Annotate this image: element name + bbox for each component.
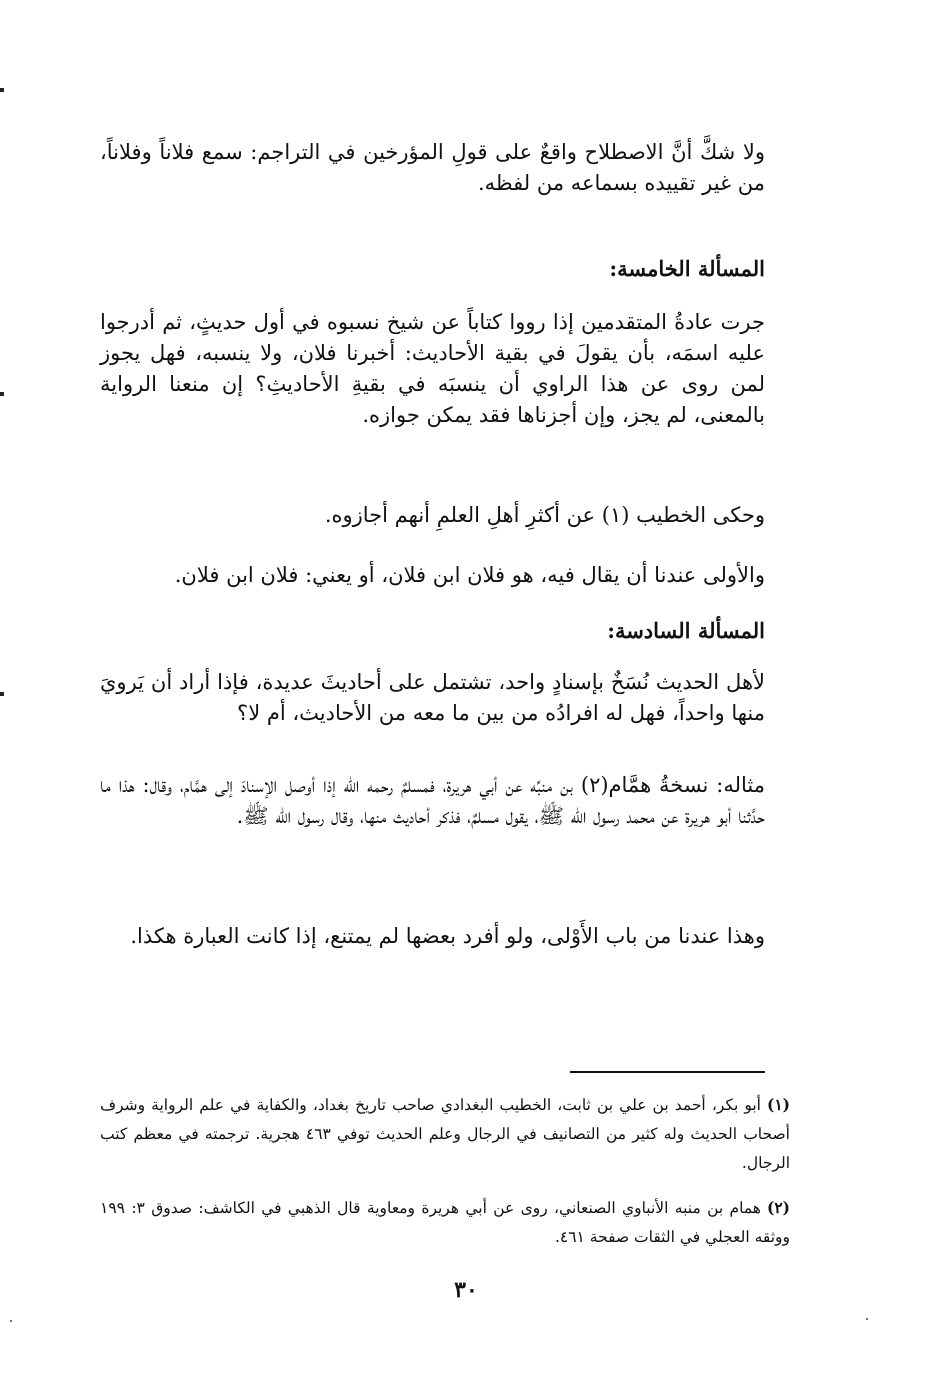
heading-fifth-question: المسألة الخامسة: xyxy=(609,256,765,281)
paragraph-hammam-example: مثاله: نسخةُ همَّام(٢) بن منبِّه عن أبي هريرة، فمسلمٌ رحمه الله إذا أوصل الإسنادَ إلى همَّام، وقال: هذا ما حدَّثنا أبو هريرة عن محمد رسول الله ﷺ، يقول مسلمٌ، فذكر أحاديث منها، وقال رسول الله ﷺ. xyxy=(100,773,765,828)
paragraph-preferred: والأولى عندنا أن يقال فيه، هو فلان ابن فلان، أو يعني: فلان ابن فلان. xyxy=(174,563,765,587)
paragraph-conclusion: وهذا عندنا من باب الأَوْلى، ولو أفرد بعضها لم يمتنع، إذا كانت العبارة هكذا. xyxy=(130,924,765,948)
footnote-text: همام بن منبه الأنباوي الصنعاني، روى عن أبي هريرة ومعاوية قال الذهبي في الكاشف: صدوق ٣: ١٩٩ ووثقه العجلي في الثقات صفحة ٤٦١. xyxy=(100,1199,790,1246)
scan-speck xyxy=(866,1318,868,1320)
footnote-number: (٢) xyxy=(766,1198,790,1217)
footnote-number: (١) xyxy=(766,1095,790,1114)
heading-sixth-question: المسألة السادسة: xyxy=(607,618,765,643)
page-number: ٣٠ xyxy=(454,1277,478,1303)
footnote-text: أبو بكر، أحمد بن علي بن ثابت، الخطيب البغدادي صاحب تاريخ بغداد، والكفاية في علم الرواية وشرف أصحاب الحديث وله كثير من التصانيف في الرجال وعلم الحديث توفي ٤٦٣ هجرية. ترجمته في معظم كتب الرجال. xyxy=(100,1096,790,1172)
footnote-1 xyxy=(100,1090,790,1178)
paragraph-khatib: وحكى الخطيب (١) عن أكثرِ أهلِ العلمِ أنهم أجازوه. xyxy=(324,503,765,527)
margin-mark xyxy=(0,392,4,396)
paragraph-hadith-copies: لأهل الحديث نُسَخٌ بإسنادٍ واحد، تشتمل على أحاديثَ عديدة، فإذا أراد أن يَرويَ منها واحداً، فهل له افرادُه من بين ما معه من الأحاديث، أم لا؟ xyxy=(100,670,765,725)
paragraph-terminology: ولا شكَّ أنَّ الاصطلاح واقعٌ على قولِ المؤرخين في التراجم: سمع فلاناً وفلاناً، من غير تقييده بسماعه من لفظه. xyxy=(100,140,765,195)
footnote-divider xyxy=(570,1071,765,1073)
scan-speck xyxy=(10,1320,12,1322)
footnote-2 xyxy=(100,1193,790,1252)
paragraph-naming-shaykh: جرت عادةُ المتقدمين إذا رووا كتاباً عن شيخ نسبوه في أول حديثٍ، ثم أدرجوا عليه اسمَه، بأن يقولَ في بقية الأحاديث: أخبرنا فلان، ولا ينسبه، فهل يجوز لمن روى عن هذا الراوي أن ينسبَه في بقيةِ الأحاديثِ؟ إن منعنا الرواية بالمعنى، لم يجز، وإن أجزناها فقد يمكن جوازه. xyxy=(100,310,765,427)
margin-mark xyxy=(0,88,4,92)
margin-mark xyxy=(0,692,4,696)
